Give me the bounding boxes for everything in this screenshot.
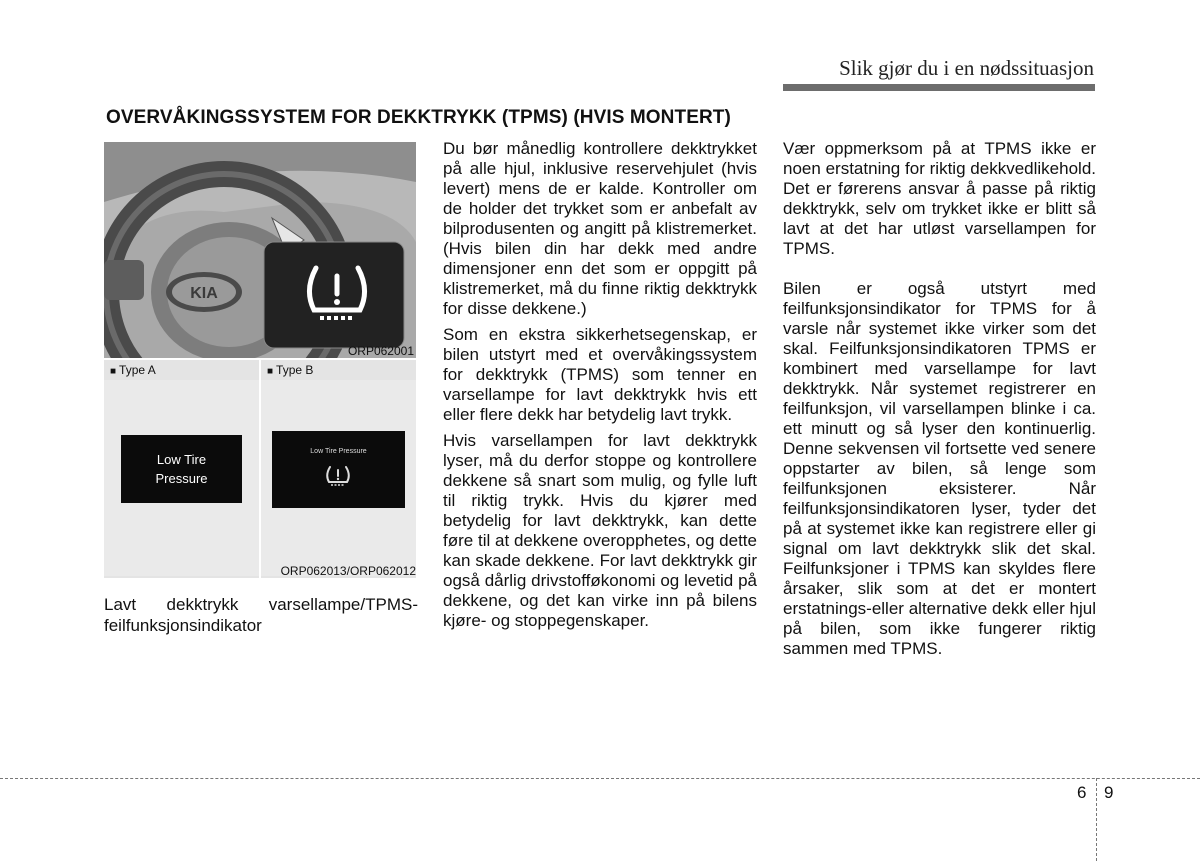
running-header: Slik gjør du i en nødssituasjon <box>839 56 1094 80</box>
page-number: 9 <box>1104 783 1114 802</box>
type-a-line1: Low Tire <box>156 452 207 467</box>
paragraph: Du bør månedlig kontrollere dekktrykket på alle hjul, inklusive reservehjulet (hvis levert) mens de er kalde. Kontroller om de holder det trykket som er anbefalt av bilprodusenten og angitt på klistremerket. (Hvis bilen din har dekk med andre dimensjoner enn det som er oppgitt på klistremerket, må du finne riktig dekktrykk for disse dekkene.) <box>443 139 757 318</box>
type-a-panel <box>104 360 259 578</box>
paragraph: Vær oppmerksom på at TPMS ikke er noen erstatning for riktig dekkvedlikehold. Det er førerens ansvar å passe på riktig dekktrykk, selv om trykket ikke er blitt så lavt at det har utløst varsellampen for TPMS. <box>783 139 1096 258</box>
tpms-small-icon <box>325 464 351 488</box>
figure-caption: Lavt dekktrykk varsellampe/TPMS-feilfunksjonsindikator <box>104 595 418 635</box>
panels-code: ORP062013/ORP062012 <box>280 564 416 578</box>
type-a-screen <box>121 435 242 503</box>
type-b-label <box>267 363 313 377</box>
display-panels <box>104 360 416 578</box>
square-bullet-icon: ■ <box>267 366 274 377</box>
photo-code: ORP062001 <box>347 344 414 358</box>
chapter-number: 6 <box>1077 783 1087 802</box>
tpms-warning-icon <box>302 262 372 328</box>
header-rule <box>783 84 1095 91</box>
right-column <box>783 139 1096 679</box>
svg-text:KIA: KIA <box>190 285 218 302</box>
paragraph: Bilen er også utstyrt med feilfunksjonsindikator for TPMS for å varsle når systemet ikke virker som det skal. Feilfunksjonsindikatoren TPMS er kombinert med varsellampe for lavt dekktrykk. Når systemet registrerer en feilfunksjon, vil varsellampen blinke i ca. ett minutt og så lyser den kontinuerlig. Denne sekvensen vil fortsette ved senere oppstarter av bilen, så lenge som feilfunksjonen eksisterer. Når feilfunksjonsindikatoren lyser, tyder det på at systemet ikke kan registrere eller gi signal om lavt dekktrykk slik det skal. Feilfunksjoner i TPMS kan skyldes flere årsaker, slik som at det er montert erstatnings-eller alternative dekk eller hjul på bilen, som ikke fungerer riktig sammen med TPMS. <box>783 279 1096 658</box>
type-b-panel <box>261 360 416 578</box>
section-title: OVERVÅKINGSSYSTEM FOR DEKKTRYKK (TPMS) (HVIS MONTERT) <box>106 107 731 128</box>
square-bullet-icon: ■ <box>110 366 117 377</box>
footer-rule <box>0 778 1200 779</box>
steering-wheel-photo <box>104 142 416 358</box>
type-a-label <box>110 363 156 377</box>
paragraph: Som en ekstra sikkerhetsegenskap, er bilen utstyrt med et overvåkingssystem for dekktrykk (TPMS) som tenner en varsellampe for lavt dekktrykk hvis ett eller flere dekk har betydelig lavt trykk. <box>443 325 757 424</box>
type-b-screen <box>272 431 405 508</box>
type-b-message: Low Tire Pressure <box>310 448 367 455</box>
type-b-text: Type B <box>276 363 314 377</box>
paragraph: Hvis varsellampen for lavt dekktrykk lyser, må du derfor stoppe og kontrollere dekkene så snart som mulig, og fylle luft til riktig trykk. Hvis du kjører med betydelig for lavt dekktrykk, kan dette føre til at dekkene overopphetes, og dette kan skade dekkene. For lavt dekktrykk gir også dårlig drivstofføkonomi og levetid på dekkene, og det kan virke inn på bilens kjøre- og stoppegenskaper. <box>443 431 757 630</box>
tpms-figure <box>104 142 416 578</box>
type-a-line2: Pressure <box>155 471 208 486</box>
footer-divider <box>1096 778 1097 861</box>
type-a-text: Type A <box>119 363 156 377</box>
middle-column <box>443 139 757 637</box>
